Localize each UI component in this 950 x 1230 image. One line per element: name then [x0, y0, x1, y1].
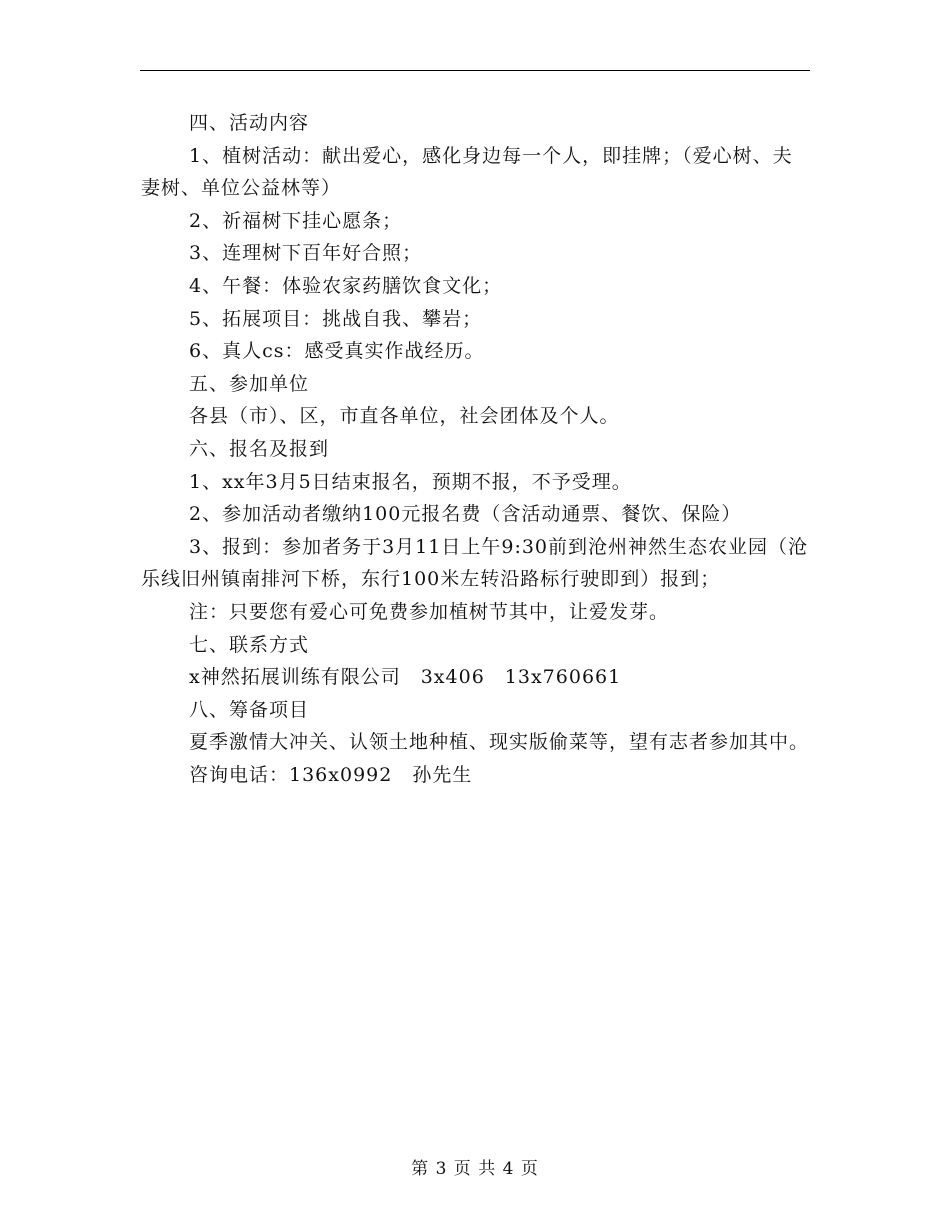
paragraph-cs-game: 6、真人cs：感受真实作战经历。	[189, 340, 485, 363]
document-body	[141, 107, 811, 791]
paragraph-tree-planting: 1、植树活动：献出爱心，感化身边每一个人，即挂牌；（爱心树、夫妻树、单位公益林等）	[141, 144, 793, 200]
paragraph-outdoor-training: 5、拓展项目：挑战自我、攀岩；	[189, 307, 483, 330]
section-heading-registration: 六、报名及报到	[189, 437, 330, 460]
section-heading-contact: 七、联系方式	[189, 633, 310, 656]
paragraph-couple-photo: 3、连理树下百年好合照；	[189, 242, 423, 265]
paragraph-wish-ribbons: 2、祈福树下挂心愿条；	[189, 209, 403, 232]
paragraph-contact-company: x神然拓展训练有限公司 3x406 13x760661	[189, 666, 622, 689]
paragraph-lunch: 4、午餐：体验农家药膳饮食文化；	[189, 274, 503, 297]
page-footer: 第 3 页 共 4 页	[411, 1159, 539, 1179]
section-heading-activity-content: 四、活动内容	[189, 112, 310, 134]
paragraph-note: 注：只要您有爱心可免费参加植树节其中，让爱发芽。	[189, 600, 670, 623]
section-heading-preparation: 八、筹备项目	[189, 698, 310, 721]
paragraph-check-in: 3、报到：参加者务于3月11日上午9:30前到沧州神然生态农业园（沧乐线旧州镇南排河下桥，东行100米左转沿路标行驶即到）报到；	[141, 535, 809, 591]
paragraph-registration-fee: 2、参加活动者缴纳100元报名费（含活动通票、餐饮、保险）	[189, 503, 742, 526]
paragraph-registration-deadline: 1、xx年3月5日结束报名，预期不报，不予受理。	[189, 470, 632, 493]
section-heading-participants: 五、参加单位	[189, 372, 310, 395]
paragraph-consult-phone: 咨询电话：136x0992 孙先生	[189, 763, 473, 786]
paragraph-preparation-items: 夏季激情大冲关、认领土地种植、现实版偷菜等，望有志者参加其中。	[189, 731, 810, 754]
header-rule	[140, 70, 810, 71]
paragraph-participant-units: 各县（市）、区，市直各单位，社会团体及个人。	[189, 405, 620, 428]
